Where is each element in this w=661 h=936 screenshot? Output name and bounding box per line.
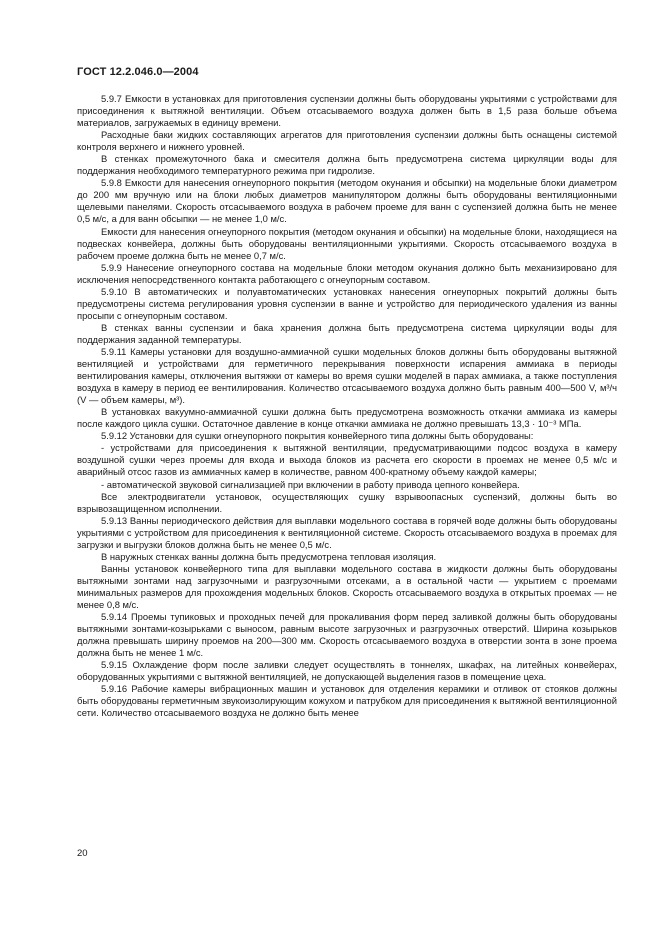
paragraph-5-9-15: 5.9.15 Охлаждение форм после заливки следует осуществлять в тоннелях, шкафах, на литейных конвейерах, оборудованных укрытиями с вытяжной вентиляцией, не допускающей выделения газов в помещение цеха. bbox=[77, 659, 617, 683]
paragraph: В установках вакуумно-аммиачной сушки должна быть предусмотрена возможность откачки аммиака из камеры после каждого цикла сушки. Остаточное давление в конце откачки аммиака не должно превышать 13,3 · 10⁻³ МПа. bbox=[77, 406, 617, 430]
list-item: - устройствами для присоединения к вытяжной вентиляции, предусматривающими подсос воздуха в камеру воздушной сушки через проемы для входа и выхода блоков из расчета его скорости в проемах не менее 0,5 м/с и аварийный отсос газов из аммиачных камер в количестве, равном 400-кратному объему каждой камеры; bbox=[77, 442, 617, 478]
paragraph-5-9-10: 5.9.10 В автоматических и полуавтоматических установках нанесения огнеупорных покрытий должны быть предусмотрены система регулирования уровня суспензии в ванне и устройство для периодического удаления из ванны просыпи с огнеупорным составом. bbox=[77, 285, 617, 321]
paragraph: Емкости для нанесения огнеупорного покрытия (методом окунания и обсыпки) на модельные блоки, находящиеся на подвесках конвейера, должны быть оборудованы вентиляционными укрытиями. Скорость отсасываемого воздуха в рабочем проеме должна быть не менее 0,7 м/с. bbox=[77, 225, 617, 261]
paragraph: Все электродвигатели установок, осуществляющих сушку взрывоопасных суспензий, должны быть во взрывозащищенном исполнении. bbox=[77, 490, 617, 514]
paragraph: В стенках промежуточного бака и смесителя должна быть предусмотрена система циркуляции воды для поддержания необходимого температурного режима при гидролизе. bbox=[77, 153, 617, 177]
document-header: ГОСТ 12.2.046.0—2004 bbox=[77, 66, 199, 78]
paragraph-5-9-12: 5.9.12 Установки для сушки огнеупорного покрытия конвейерного типа должны быть оборудованы: bbox=[101, 430, 534, 442]
paragraph: Расходные баки жидких составляющих агрегатов для приготовления суспензии должны быть оснащены системой контроля верхнего и нижнего уровней. bbox=[77, 129, 617, 153]
paragraph-5-9-8: 5.9.8 Емкости для нанесения огнеупорного покрытия (методом окунания и обсыпки) на модельные блоки диаметром до 200 мм вручную или на блоки любых диаметров манипулятором должны быть оборудованы вентиляционными щелевыми панелями. Скорость отсасываемого воздуха в рабочем проеме для ванн с суспензией должна быть не менее 0,5 м/с, а для ванн обсыпки — не менее 1,0 м/с. bbox=[77, 177, 617, 225]
paragraph-5-9-13: 5.9.13 Ванны периодического действия для выплавки модельного состава в горячей воде должны быть оборудованы укрытиями с устройством для присоединения к вентиляционной системе. Скорость отсасываемого воздуха в проемах для загрузки и выгрузки блоков должна быть не менее 0,5 м/с. bbox=[77, 514, 617, 550]
paragraph-5-9-14: 5.9.14 Проемы тупиковых и проходных печей для прокаливания форм перед заливкой должны быть оборудованы вытяжными зонтами-козырьками с выносом, равным высоте загрузочных и разгрузочных отверстий. Ширина козырьков должна превышать ширину проемов на 200—300 мм. Скорость отсасываемого воздуха в отверстии зонта в зоне проема должна быть не менее 1 м/с. bbox=[77, 611, 617, 659]
page-number: 20 bbox=[77, 848, 88, 859]
document-body bbox=[77, 93, 617, 719]
paragraph-5-9-7: 5.9.7 Емкости в установках для приготовления суспензии должны быть оборудованы укрытиями с устройствами для присоединения к вытяжной вентиляции. Объем отсасываемого воздуха должен быть в 1,5 раза больше объема материалов, загружаемых в единицу времени. bbox=[77, 93, 617, 129]
paragraph-5-9-16: 5.9.16 Рабочие камеры вибрационных машин и установок для отделения керамики и отливок от стояков должны быть оборудованы герметичным звукоизолирующим кожухом и патрубком для присоединения к вытяжной вентиляционной сети. Количество отсасываемого воздуха не должно быть менее bbox=[77, 683, 617, 719]
paragraph-5-9-9: 5.9.9 Нанесение огнеупорного состава на модельные блоки методом окунания должно быть механизировано для исключения непосредственного контакта работающего с огнеупорным составом. bbox=[77, 261, 617, 285]
paragraph-5-9-11: 5.9.11 Камеры установки для воздушно-аммиачной сушки модельных блоков должны быть оборудованы вытяжной вентиляцией и устройствами для герметичного перекрывания поверхности испарения аммиака в периоды вентилирования камеры, отключения вытяжки от камеры во время сушки моделей в парах аммиака, а также поступления воздуха в камеру в период ее вентилирования. Количество отсасываемого воздуха должно быть равным 400—500 V, м³/ч (V — объем камеры, м³). bbox=[77, 345, 617, 406]
list-item: - автоматической звуковой сигнализацией при включении в работу привода цепного конвейера. bbox=[101, 478, 520, 490]
paragraph: Ванны установок конвейерного типа для выплавки модельного состава в жидкости должны быть оборудованы вытяжными зонтами над загрузочными и разгрузочными отсеками, а в остальной части — укрытием с проемами минимальных размеров для прохождения модельных блоков. Скорость отсасываемого воздуха в открытых проемах — не менее 0,8 м/с. bbox=[77, 562, 617, 610]
paragraph: В стенках ванны суспензии и бака хранения должна быть предусмотрена система циркуляции воды для поддержания заданной температуры. bbox=[77, 321, 617, 345]
paragraph: В наружных стенках ванны должна быть предусмотрена тепловая изоляция. bbox=[101, 550, 437, 562]
